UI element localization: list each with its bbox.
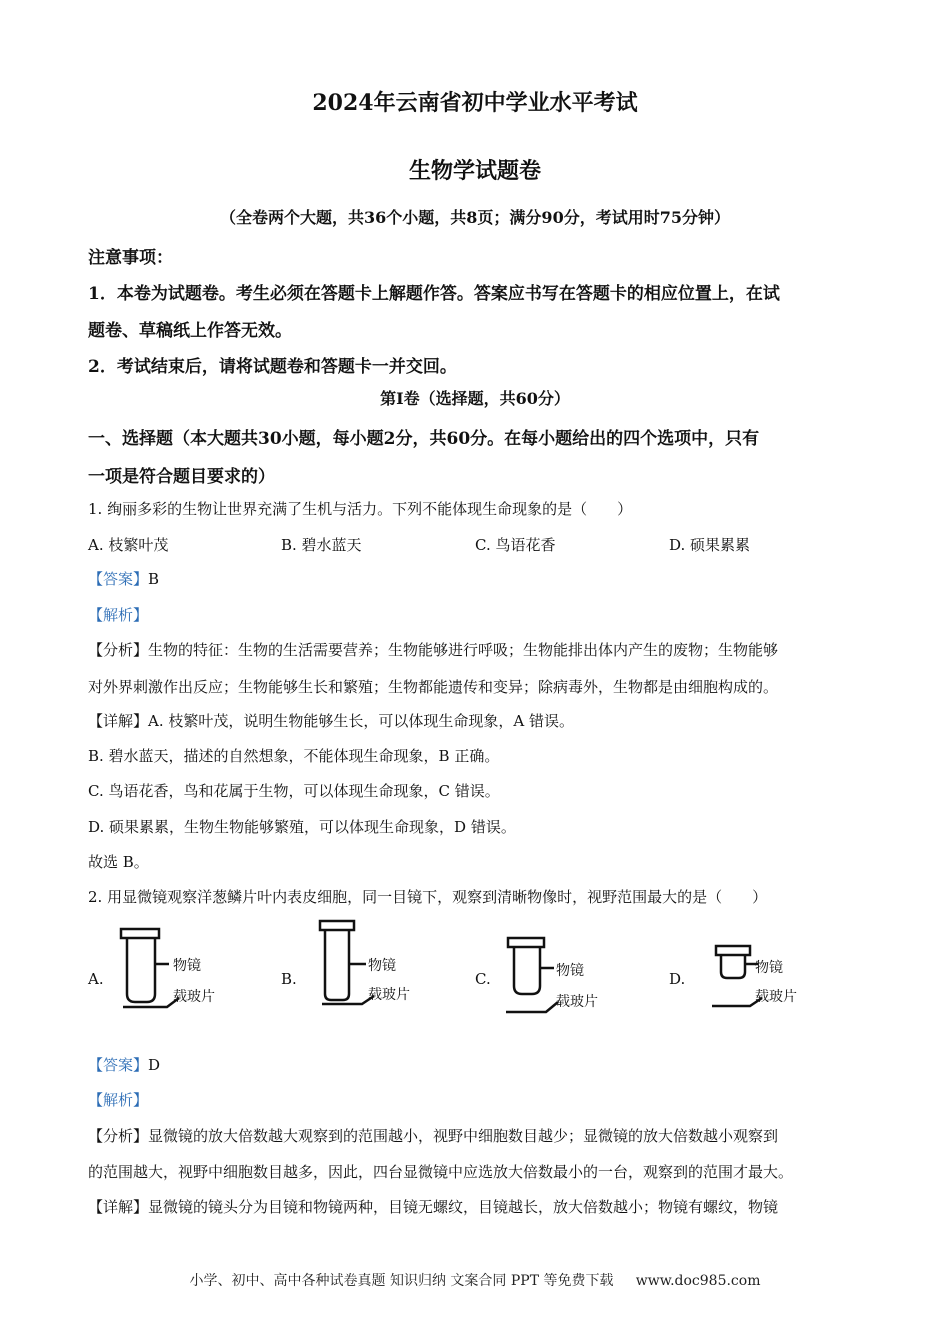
notice-item-1: 1．本卷为试题卷。考生必须在答题卡上解题作答。答案应书写在答题卡的相应位置上，在试 bbox=[88, 284, 780, 304]
q2-answer bbox=[88, 1054, 160, 1075]
q1-stem: 1. 绚丽多彩的生物让世界充满了生机与活力。下列不能体现生命现象的是（ ） bbox=[88, 500, 633, 518]
slide-label-a: 载玻片 bbox=[173, 989, 215, 1005]
fenxi-text: 显微镜的放大倍数越大观察到的范围越小，视野中细胞数目越少；显微镜的放大倍数越小观察到 bbox=[148, 1127, 779, 1145]
q2-option-c: C. bbox=[475, 970, 491, 988]
exam-info: （全卷两个大题，共36个小题，共8页；满分90分，考试用时75分钟） bbox=[220, 208, 730, 227]
exam-title: 2024年云南省初中学业水平考试 bbox=[312, 90, 638, 116]
lens-label-d: 物镜 bbox=[755, 960, 783, 976]
q1-xiangjie-b: B. 碧水蓝天，描述的自然想象，不能体现生命现象，B 正确。 bbox=[88, 747, 500, 765]
xiangjie-text: 显微镜的镜头分为目镜和物镜两种，目镜无螺纹，目镜越长，放大倍数越小；物镜有螺纹，物镜 bbox=[148, 1198, 779, 1216]
q1-fenxi-cont: 对外界刺激作出反应；生物能够生长和繁殖；生物都能遗传和变异；除病毒外，生物都是由细胞构成的。 bbox=[88, 678, 779, 696]
section-heading-cont: 一项是符合题目要求的） bbox=[88, 467, 275, 487]
answer-tag: 【答案】 bbox=[88, 570, 149, 588]
xiangjie-tag: 【详解】 bbox=[88, 1198, 149, 1216]
q1-option-a: A. 枝繁叶茂 bbox=[88, 536, 169, 554]
xiangjie-a: A. 枝繁叶茂，说明生物能够生长，可以体现生命现象，A 错误。 bbox=[148, 712, 574, 730]
answer-value: D bbox=[148, 1056, 161, 1074]
slide-label-d: 载玻片 bbox=[755, 989, 797, 1005]
page-footer bbox=[0, 1270, 950, 1290]
part1-title: 第Ⅰ卷（选择题，共60分） bbox=[380, 389, 570, 408]
q1-xiangjie-d: D. 硕果累累，生物生物能够繁殖，可以体现生命现象，D 错误。 bbox=[88, 818, 516, 836]
q2-option-d: D. bbox=[669, 970, 686, 988]
q1-xiangjie bbox=[88, 710, 574, 731]
q1-conclusion: 故选 B。 bbox=[88, 853, 149, 871]
q2-option-a: A. bbox=[88, 970, 104, 988]
notice-item-1-cont: 题卷、草稿纸上作答无效。 bbox=[88, 321, 292, 341]
q2-fenxi bbox=[88, 1125, 778, 1146]
q1-answer bbox=[88, 568, 159, 589]
q2-analysis-tag: 【解析】 bbox=[88, 1091, 149, 1109]
q1-option-c: C. 鸟语花香 bbox=[475, 536, 556, 554]
notice-item-2: 2．考试结束后，请将试题卷和答题卡一并交回。 bbox=[88, 357, 457, 377]
footer-text: 小学、初中、高中各种试卷真题 知识归纳 文案合同 PPT 等免费下载 bbox=[189, 1273, 614, 1289]
footer-url[interactable]: www.doc985.com bbox=[635, 1273, 761, 1289]
exam-subtitle: 生物学试题卷 bbox=[408, 158, 541, 184]
answer-tag: 【答案】 bbox=[88, 1056, 149, 1074]
q1-option-d: D. 硕果累累 bbox=[669, 536, 751, 554]
fenxi-text: 生物的特征：生物的生活需要营养；生物能够进行呼吸；生物能排出体内产生的废物；生物能够 bbox=[148, 641, 779, 659]
xiangjie-tag: 【详解】 bbox=[88, 712, 149, 730]
q1-option-b: B. 碧水蓝天 bbox=[281, 536, 362, 554]
answer-value: B bbox=[148, 570, 160, 588]
slide-label-b: 载玻片 bbox=[368, 987, 410, 1003]
q2-fenxi-cont: 的范围越大，视野中细胞数目越多，因此，四台显微镜中应选放大倍数最小的一台，观察到的范围才最大。 bbox=[88, 1163, 794, 1181]
slide-label-c: 载玻片 bbox=[556, 994, 598, 1010]
q1-analysis-tag: 【解析】 bbox=[88, 606, 149, 624]
q2-option-b: B. bbox=[281, 970, 297, 988]
fenxi-tag: 【分析】 bbox=[88, 641, 149, 659]
notice-heading: 注意事项： bbox=[88, 248, 173, 268]
fenxi-tag: 【分析】 bbox=[88, 1127, 149, 1145]
lens-label-c: 物镜 bbox=[556, 963, 584, 979]
section-heading: 一、选择题（本大题共30小题，每小题2分，共60分。在每小题给出的四个选项中，只有 bbox=[88, 429, 760, 449]
q1-xiangjie-c: C. 鸟语花香，鸟和花属于生物，可以体现生命现象，C 错误。 bbox=[88, 782, 500, 800]
q1-fenxi bbox=[88, 639, 778, 660]
q2-stem: 2. 用显微镜观察洋葱鳞片叶内表皮细胞，同一目镜下，观察到清晰物像时，视野范围最大的是（ ） bbox=[88, 888, 768, 906]
q2-xiangjie bbox=[88, 1196, 778, 1217]
lens-label-b: 物镜 bbox=[368, 958, 396, 974]
lens-label-a: 物镜 bbox=[173, 958, 201, 974]
